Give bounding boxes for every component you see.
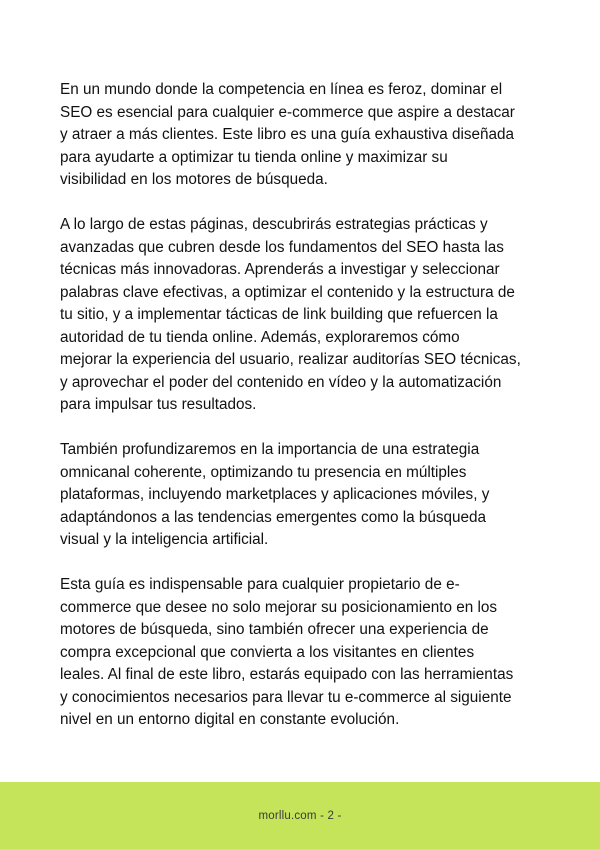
footer-text: morllu.com - 2 - [258, 809, 342, 822]
text-line: tu sitio, y a implementar tácticas de link building que refuercen la [60, 306, 498, 323]
text-line: avanzadas que cubren desde los fundamentos del SEO hasta las [60, 238, 504, 256]
text-line: y aprovechar el poder del contenido en vídeo y la automatización [60, 373, 502, 391]
text-line: commerce que desee no solo mejorar su posicionamiento en los [60, 598, 498, 616]
paragraph-intro [60, 79, 550, 192]
text-line: plataformas, incluyendo marketplaces y aplicaciones móviles, y [60, 486, 490, 503]
text-line: omnicanal coherente, optimizando tu presencia en múltiples [60, 463, 467, 481]
text-line: palabras clave efectivas, a optimizar el contenido y la estructura de [60, 283, 515, 301]
text-line: A lo largo de estas páginas, descubrirás estrategias prácticas y [60, 216, 488, 233]
page-footer [0, 782, 600, 849]
text-line: técnicas más innovadoras. Aprenderás a investigar y seleccionar [60, 261, 500, 278]
text-line: nivel en un entorno digital en constante evolución. [60, 711, 400, 728]
text-line: autoridad de tu tienda online. Además, exploraremos cómo [60, 328, 460, 346]
text-line: visibilidad en los motores de búsqueda. [60, 171, 328, 188]
text-line: y atraer a más clientes. Este libro es una guía exhaustiva diseñada [60, 126, 515, 143]
text-line: También profundizaremos en la importancia de una estrategia [60, 441, 480, 458]
text-line: para impulsar tus resultados. [60, 396, 257, 413]
text-line: compra excepcional que convierta a los visitantes en clientes [60, 643, 475, 661]
text-line: leales. Al final de este libro, estarás equipado con las herramientas [60, 666, 514, 683]
text-line: visual y la inteligencia artificial. [60, 531, 269, 548]
paragraph-strategies [60, 214, 550, 417]
text-line: SEO es esencial para cualquier e-commerce que aspire a destacar [60, 103, 515, 121]
paragraph-conclusion [60, 574, 550, 732]
text-line: para ayudarte a optimizar tu tienda online y maximizar su [60, 148, 448, 166]
text-line: mejorar la experiencia del usuario, realizar auditorías SEO técnicas, [60, 351, 521, 368]
text-line: adaptándonos a las tendencias emergentes como la búsqueda [60, 508, 487, 526]
text-line: motores de búsqueda, sino también ofrecer una experiencia de [60, 621, 489, 638]
text-line: En un mundo donde la competencia en línea es feroz, dominar el [60, 81, 503, 98]
paragraph-omnichannel [60, 439, 550, 552]
text-line: y conocimientos necesarios para llevar tu e-commerce al siguiente [60, 688, 512, 706]
text-line: Esta guía es indispensable para cualquier propietario de e- [60, 576, 460, 593]
page-body [60, 79, 550, 754]
